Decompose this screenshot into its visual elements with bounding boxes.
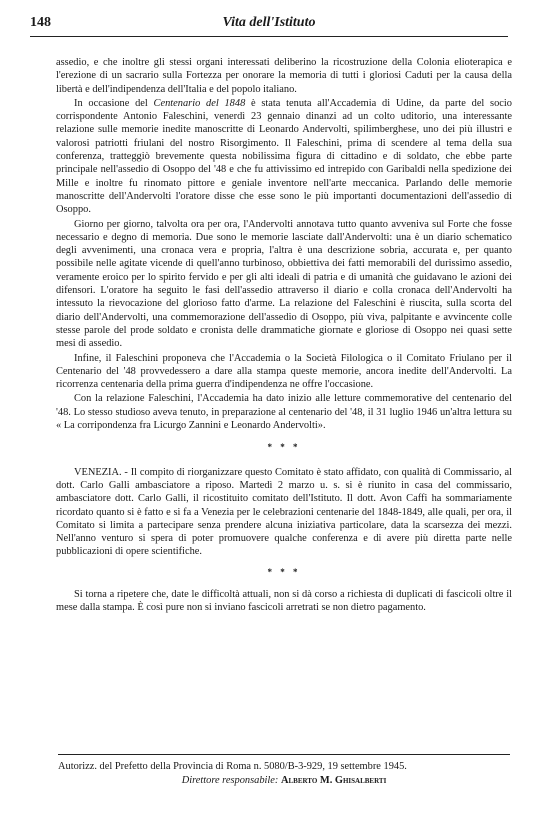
paragraph-notice: Si torna a ripetere che, date le difficoltà attuali, non si dà corso a richiesta di duplicati di fascicoli oltre il mese dalla stampa. È così pure non si inviano fascicoli arretrati se non dietro pagamento.	[56, 588, 512, 614]
paragraph-2-start: In occasione del	[74, 97, 154, 109]
paragraph-3: Giorno per giorno, talvolta ora per ora, l'Andervolti annotava tutto quanto avveniva sul Forte che fosse necessario e degno di memoria. Due sono le memorie lasciate dall'Andervolti: una è un diario schematico degli avvenimenti, una cronaca vera e propria, l'altra è una descrizione sobria, accurata e, per quanto possibile nelle agitate vicende di quell'anno turbinoso, obbiettiva dei fatti memorabili del durissimo assedio, veramente eroico per lo spirito fervido e per gli alti ideali di patria e di umanità che guidavano le azioni dei difensori. L'oratore ha seguito le fasi dell'assedio attraverso il diario e colla cronaca dell'Andervolti ha intessuto la rievocazione del glorioso fatto d'arme. La relazione del Faleschini è riuscita, sulla scorta del diario dell'Andervolti, una commemorazione dell'assedio di Osoppo, più viva, palpitante e avvincente colle stesse parole del prode soldato e cronista delle drammatiche giornate e gloriose di Osoppo nei quasi sette mesi di assedio.	[56, 218, 512, 350]
page-number: 148	[30, 15, 51, 30]
paragraph-1: assedio, e che inoltre gli stessi organi interessati deliberino la ricostruzione della Colonia elioterapica e l'erezione di un sacrario sulla Fortezza per onorare la memoria di tutti i gloriosi Caduti per la causa della libertà e dell'indipendenza dell'Italia e del popolo italiano.	[56, 57, 512, 95]
paragraph-2-rest: è stata tenuta all'Accademia di Udine, da parte del socio corrispondente Antonio Faleschini, venerdì 23 gennaio dinanzi ad un colto uditorio, una interessante relazione sulle memorie inedite manoscritte di Leonardo Andervolti, spilimberghese, uno dei più illustri e valorosi patriotti friulani del nostro Risorgimento. Il Faleschini, prima di scendere al tema della sua conferenza, tratteggiò brevemente questa nobilissima figura di cittadino e di soldato, che ebbe parte principale nell'assedio di Osoppo del '48 e che fu attivissimo ed intrepido con Garibaldi nella spedizione dei Mille e inoltre fu rinomato pittore e geniale inventore nell'arte meccanica. Parlando delle memorie manoscritte dell'Andervolti l'oratore disse che esse sono le più importanti documentazioni dell'assedio di Osoppo.	[56, 97, 512, 216]
authorization-line: Autorizz. del Prefetto della Provincia di Roma n. 5080/B-3-929, 19 settembre 1945.	[58, 761, 407, 772]
director-line	[58, 774, 510, 788]
paragraph-4: Infine, il Faleschini proponeva che l'Accademia o la Società Filologica o il Comitato Friulano per il Centenario del '48 provvedessero a dare alla stampa queste memorie, ancora inedite dell'Andervolti. La ricorrenza centenaria della prima guerra d'indipendenza ne offre l'occasione.	[56, 352, 512, 391]
section-separator: * * *	[267, 442, 301, 453]
centenario-title: Centenario del 1848	[153, 97, 246, 109]
body-text	[56, 56, 512, 616]
director-name: Alberto M. Ghisalberti	[280, 775, 387, 786]
page-header	[30, 12, 508, 37]
paragraph-5: Con la relazione Faleschini, l'Accademia ha dato inizio alle letture commemorative del centenario del '48. Lo stesso studioso aveva tenuto, in preparazione al centenario del '48, il 31 luglio 1946 un'altra lettura su « La corripondenza fra Licurgo Zannini e Leonardo Andervolti».	[56, 393, 512, 432]
running-title: Vita dell'Istituto	[222, 15, 316, 30]
director-label: Direttore responsabile:	[181, 775, 279, 786]
paragraph-2	[56, 97, 512, 217]
paragraph-venezia: VENEZIA. - Il compito di riorganizzare questo Comitato è stato affidato, con qualità di Commissario, al dott. Carlo Galli ambasciatore a riposo. Martedì 2 marzo u. s. si è riunito in casa del commissario, ambasciatore dott. Carlo Galli, il ricostituito comitato dell'Istituto. Il dott. Avon Caffi ha sommariamente ricordato quanto si è fatto e si fa a Venezia per le celebrazioni centenarie del 1848-1849, alle quali, per ora, il Comitato si limita a partecipare senza prendere alcuna iniziativa particolare, data la scarsezza dei mezzi. Nell'anno venturo si spera di poter promuovere qualche conferenza e di avere più diretta parte nelle pubblicazioni di opere scientifiche.	[56, 466, 512, 558]
page-footer	[58, 754, 510, 788]
section-separator-2: * * *	[267, 566, 301, 577]
